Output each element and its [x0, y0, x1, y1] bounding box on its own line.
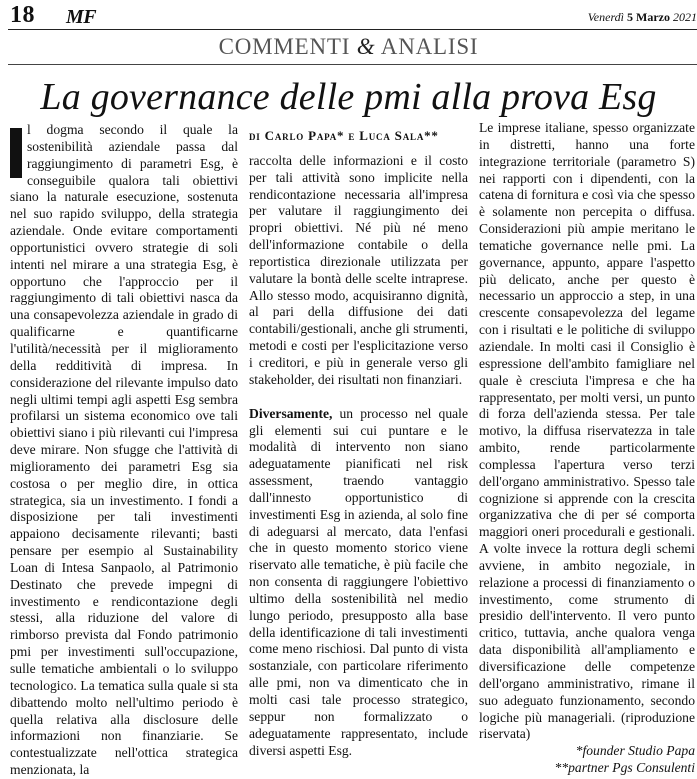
- article-column-1: [10, 122, 238, 779]
- section-ampersand: &: [356, 34, 376, 59]
- header-rule: [8, 29, 697, 30]
- section-title: [0, 34, 697, 60]
- date-year: 2021: [673, 10, 697, 24]
- column-2-text-a: raccolta delle informazioni e il costo per tali attività sono implicite nella rendicontazione necessaria all'impresa per valutare il raggiungimento dei propri obiettivi. Né più né meno dell'informazione contabile o della reportistica direzionale utilizzata per valutare la bontà delle scelte intraprese. Allo stesso modo, acquisiranno dignità, al pari della diffusione dei dati contabili/gestionali, anche gli strumenti, metodi e costi per l'esplicitazione verso i creditori, e più in generale verso gli stakeholder, dei risultati non finanziari.: [249, 152, 468, 387]
- issue-date: [588, 10, 697, 25]
- article-column-2: [249, 128, 468, 759]
- page-number: 18: [10, 2, 35, 28]
- date-day-month: 5 Marzo: [627, 10, 670, 24]
- date-weekday: Venerdì: [587, 10, 625, 24]
- article-headline: La governance delle pmi alla prova Esg: [40, 76, 657, 118]
- column-2-paragraph-b: [249, 406, 468, 760]
- paragraph-gap: [249, 389, 468, 406]
- brand-logo: MF: [66, 6, 97, 28]
- column-3-text: Le imprese italiane, spesso organizzate in distretti, hanno una forte integrazione territoriale (parametro S) nei rapporti con i dipendenti, con la catena di fornitura e così via che spesso è solamente non percepita o diffusa. Considerazioni più ampie meritano le tematiche governance nelle pmi. La governance, appunto, appare l'aspetto più delicato, anche per questo è necessario un approccio a step, in una crescente consapevolezza del legame con i risultati e le politiche di sviluppo aziendale. In molti casi il Consiglio è espressione dell'ambito famigliare nel quale è cresciuta l'impresa e che ha rappresentato, per molti versi, un punto di forza dell'azienda stessa. Per tale motivo, la diffusa riservatezza in tale ambito, rende particolarmente complessa l'apertura verso terzi dell'organo amministrativo. Spesso tale cognizione si apprende con la crescita organizzativa che di per sé comporta maggiori oneri procedurali e gestionali. A volte invece la rottura degli schemi avviene, in ambito negoziale, in relazione a processi di finanziamento o investimento, come strumento di presidio dell'intervento. Il vero punto critico, tuttavia, anche qualora venga data disponibilità all'ampliamento e diversificazione delle competenze dell'organo amministrativo, rimane il suo adeguato funzionamento, secondo logiche più manageriali. (riproduzione riservata): [479, 120, 695, 742]
- section-word-commenti: COMMENTI: [218, 34, 351, 59]
- author-footnote-1: *founder Studio Papa: [575, 743, 695, 759]
- author-footnote-2: **partner Pgs Consulenti: [554, 760, 695, 776]
- section-rule: [8, 64, 697, 65]
- byline: di Carlo Papa* e Luca Sala**: [249, 128, 439, 143]
- paragraph-lead-word: Diversamente,: [249, 405, 333, 421]
- article-column-3: [479, 120, 695, 777]
- section-word-analisi: ANALISI: [380, 34, 479, 59]
- column-2-text-b: un processo nel quale gli elementi sui cui puntare e le modalità di intervento non siano adeguatamente pianificati nel risk assessment, traendo vantaggio dall'innesto opportunistico di investimenti Esg in azienda, al solo fine di adeguarsi al mercato, data l'enfasi che in questo momento storico viene riservato alle tematiche, è più facile che non consenta di raggiungere l'obiettivo ultimo della sostenibilità nel medio lungo periodo, presupposto alla base della identificazione di tali investimenti come meno rischiosi. Dal punto di vista sostanziale, con particolare riferimento alle pmi, non va dimenticato che in molti casi tale processo strategico, seppur non formalizzato o adeguatamente rappresentato, include diversi aspetti Esg.: [249, 405, 468, 758]
- column-1-text: l dogma secondo il quale la sostenibilità aziendale passa dal raggiungimento di parametri Esg, è conseguibile qualora tali obiettivi siano la naturale esecuzione, sostenuta nel suo rapido sviluppo, della strategia aziendale. Onde evitare comportamenti opportunistici ovvero strategie di soli intenti nel mirare a una strategia Esg, è opportuno che l'approccio per il raggiungimento di tali obiettivi nasca da una consapevolezza aziendale in grado di qualificarne e quantificarne l'utilità/necessità per il miglioramento della redditività di impresa. In considerazione del rilevante impulso dato negli ultimi tempi agli aspetti Esg sembra profilarsi un sistema economico ove tali obiettivi siano i più rilevanti cui l'impresa deve mirare. Non sfugge che l'attività di miglioramento dei parametri Esg sia costosa o per meglio dire, in ottica strategica, sia un investimento. I fondi a disposizione per tali investimenti appaiono decisamente rilevanti; basti pensare per esempio al Sustainability Loan di Intesa Sanpaolo, al Patrimonio Destinato che prevede impegni di investimento e rendicontazione degli stessi, alla riduzione del valore di rimborso prevista dal Fondo patrimonio pmi per investimenti sull'occupazione, sulle tematiche ambientali o lo sviluppo tecnologico. La tematica sulla quale si sta dibattendo molto nell'ultimo periodo è quella relativa alla disclosure delle informazioni non finanziarie. Se contestualizzate nell'ottica strategica menzionata, la: [10, 122, 238, 778]
- drop-cap-i: [10, 128, 22, 178]
